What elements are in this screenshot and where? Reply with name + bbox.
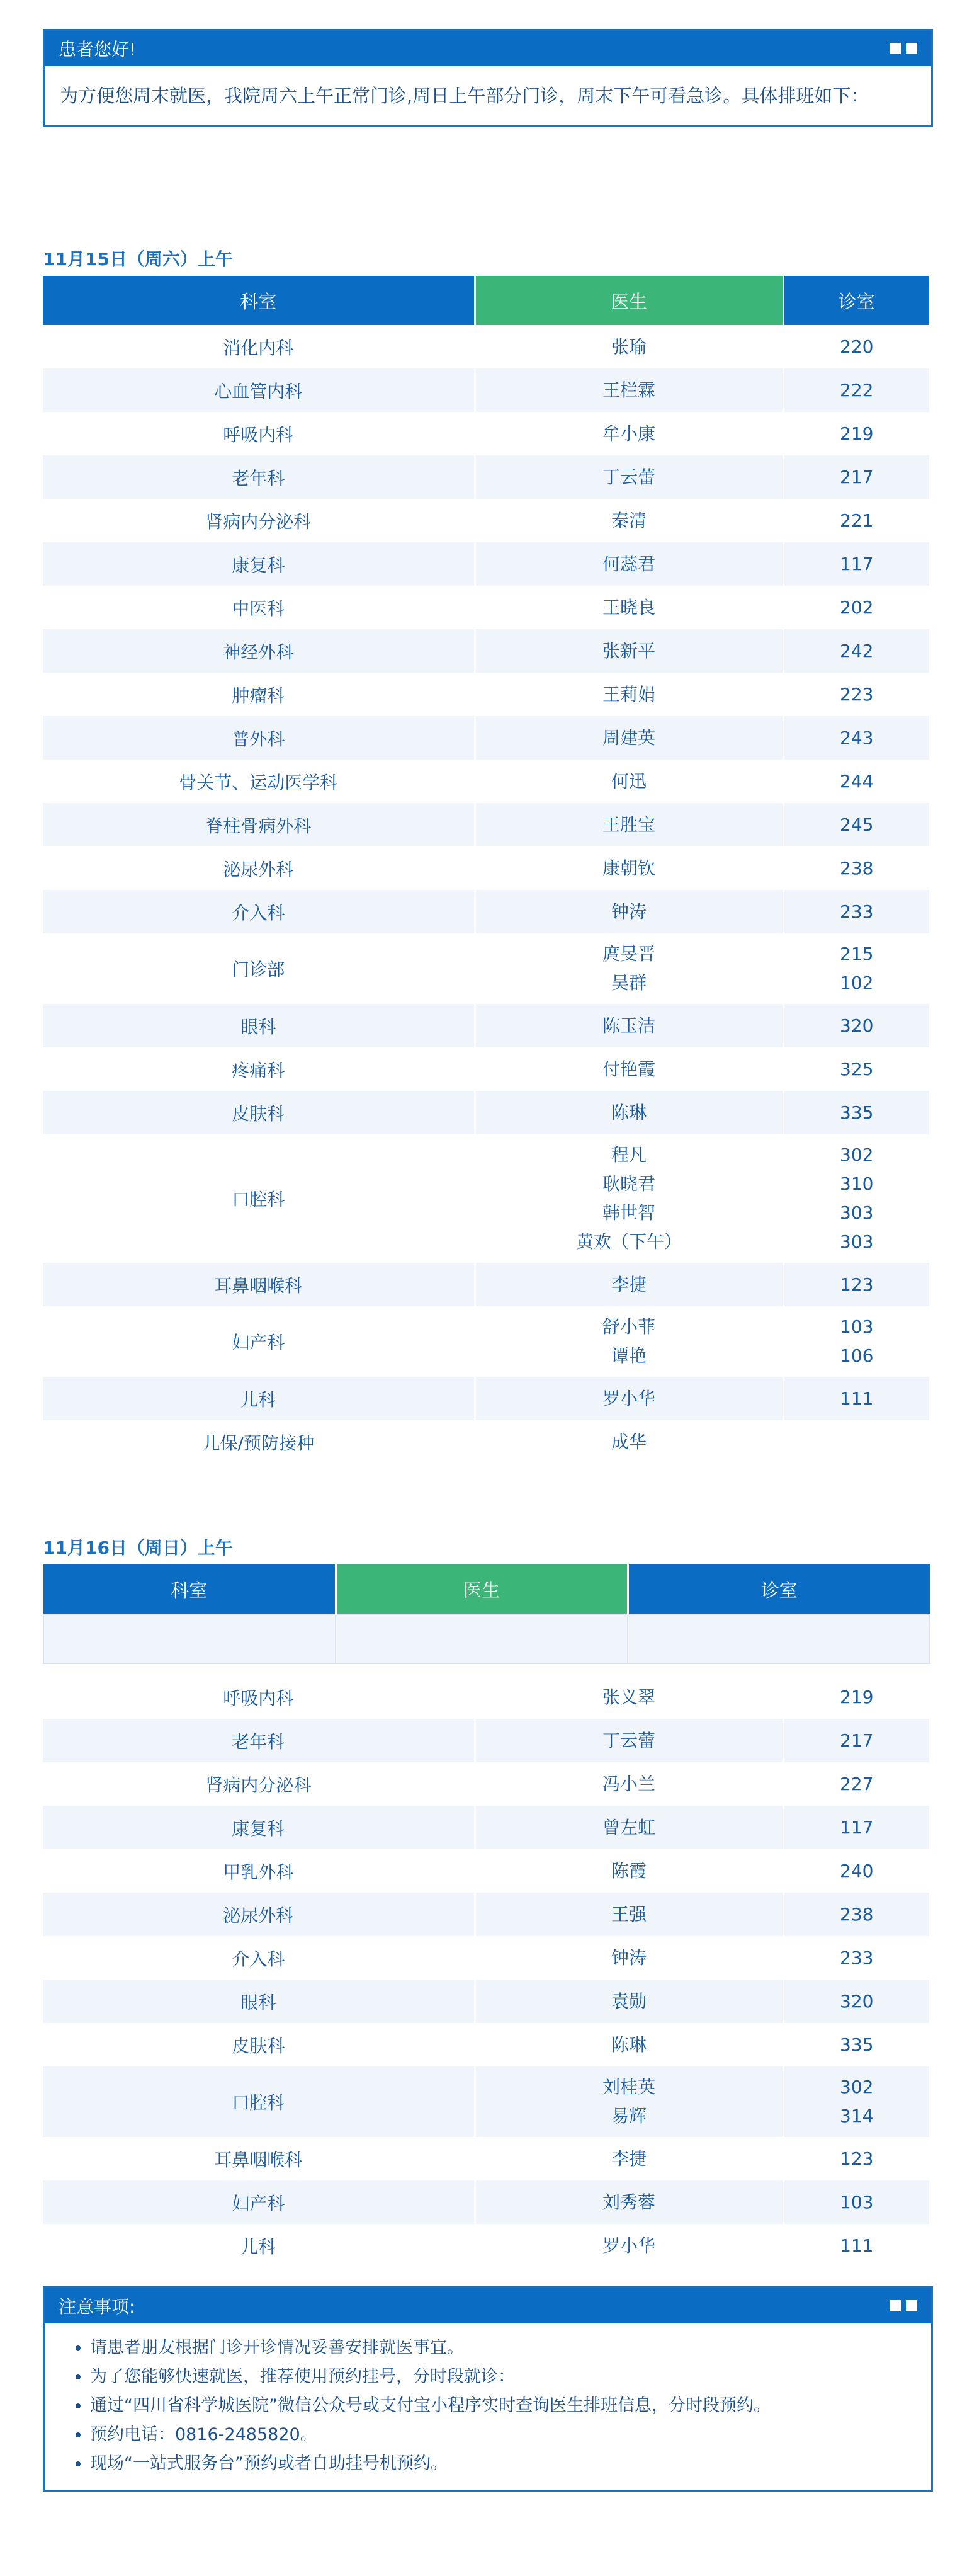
room-cell bbox=[783, 1420, 929, 1464]
saturday-table bbox=[43, 276, 929, 1464]
room-cell bbox=[783, 499, 929, 542]
table-row bbox=[43, 890, 929, 933]
note-item: • 为了您能够快速就医，推荐使用预约挂号，分时段就诊： bbox=[90, 2362, 925, 2391]
dept-cell: 儿科 bbox=[43, 1377, 475, 1420]
table-row bbox=[43, 933, 929, 1004]
doctor-cell bbox=[475, 1719, 783, 1762]
table-row bbox=[43, 1134, 929, 1263]
room-cell bbox=[783, 1675, 929, 1719]
room-cell bbox=[783, 673, 929, 716]
header-dept: 科室 bbox=[43, 1564, 336, 1614]
room-number: 202 bbox=[840, 596, 874, 618]
sunday-title: 11月16日（周日）上午 bbox=[43, 1537, 233, 1558]
room-number: 303 bbox=[840, 1202, 874, 1223]
room-number: 240 bbox=[840, 1860, 874, 1881]
doctor-name: 王晓良 bbox=[602, 596, 655, 618]
notes-list bbox=[51, 2334, 925, 2478]
doctor-name: 何蕊君 bbox=[602, 553, 655, 574]
room-number: 233 bbox=[840, 901, 874, 922]
doctor-cell bbox=[475, 890, 783, 933]
dept-cell: 泌尿外科 bbox=[43, 1893, 475, 1936]
table-row bbox=[43, 1762, 929, 1806]
table-row bbox=[43, 1806, 929, 1849]
room-cell bbox=[783, 2180, 929, 2224]
room-cell bbox=[783, 2066, 929, 2137]
table-row bbox=[43, 499, 929, 542]
header-room: 诊室 bbox=[628, 1564, 930, 1614]
table-row bbox=[43, 846, 929, 890]
room-cell bbox=[783, 325, 929, 368]
doctor-name: 何迅 bbox=[611, 770, 647, 792]
doctor-cell bbox=[475, 846, 783, 890]
table-row bbox=[43, 368, 929, 412]
room-number: 102 bbox=[840, 972, 874, 993]
dept-cell: 耳鼻咽喉科 bbox=[43, 2137, 475, 2180]
notes-title: 注意事项: bbox=[59, 2296, 135, 2317]
dept-cell: 儿保/预防接种 bbox=[43, 1420, 475, 1464]
dept-cell: 老年科 bbox=[43, 1719, 475, 1762]
room-number: 219 bbox=[840, 1686, 874, 1707]
doctor-cell bbox=[475, 1134, 783, 1263]
room-number: 320 bbox=[840, 1015, 874, 1036]
room-number: 335 bbox=[840, 1102, 874, 1123]
doctor-cell bbox=[475, 1047, 783, 1091]
table-row bbox=[43, 1719, 929, 1762]
doctor-cell bbox=[475, 1806, 783, 1849]
doctor-name: 易辉 bbox=[611, 2106, 647, 2126]
room-cell bbox=[783, 2224, 929, 2267]
table-row bbox=[43, 455, 929, 499]
doctor-cell bbox=[475, 368, 783, 412]
room-number: 242 bbox=[840, 640, 874, 661]
table-row bbox=[43, 1091, 929, 1134]
dept-cell: 妇产科 bbox=[43, 1306, 475, 1377]
header-room: 诊室 bbox=[783, 276, 929, 325]
doctor-cell bbox=[475, 1980, 783, 2023]
room-number: 117 bbox=[840, 1816, 874, 1838]
doctor-cell bbox=[475, 412, 783, 455]
greeting-box bbox=[43, 29, 933, 127]
doctor-cell bbox=[475, 1675, 783, 1719]
dept-cell: 中医科 bbox=[43, 586, 475, 629]
table-row bbox=[43, 2180, 929, 2224]
doctor-name: 曾左虹 bbox=[602, 1816, 655, 1838]
room-number: 222 bbox=[840, 379, 874, 401]
notes-header bbox=[45, 2288, 931, 2323]
room-cell bbox=[783, 412, 929, 455]
room-number: 325 bbox=[840, 1058, 874, 1080]
doctor-cell bbox=[475, 716, 783, 760]
saturday-title: 11月15日（周六）上午 bbox=[43, 249, 233, 270]
room-cell bbox=[783, 1936, 929, 1980]
doctor-name: 张瑜 bbox=[611, 336, 647, 357]
doctor-name: 康朝钦 bbox=[602, 857, 655, 879]
table-row bbox=[43, 542, 929, 586]
room-number: 123 bbox=[840, 1274, 874, 1295]
doctor-name: 钟涛 bbox=[611, 1947, 647, 1968]
table-row bbox=[43, 586, 929, 629]
dept-cell: 疼痛科 bbox=[43, 1047, 475, 1091]
table-row bbox=[43, 1675, 929, 1719]
doctor-name: 冯小兰 bbox=[602, 1773, 655, 1794]
table-row bbox=[43, 1420, 929, 1464]
window-squares-icon bbox=[890, 2300, 917, 2311]
room-cell bbox=[783, 760, 929, 803]
dept-cell: 神经外科 bbox=[43, 629, 475, 673]
doctor-name: 付艳霞 bbox=[602, 1058, 655, 1080]
doctor-name: 周建英 bbox=[602, 727, 655, 748]
doctor-name: 陈霞 bbox=[611, 1860, 647, 1881]
room-cell bbox=[783, 455, 929, 499]
sunday-table-wrap bbox=[43, 1564, 929, 2267]
doctor-name: 韩世智 bbox=[602, 1202, 655, 1223]
dept-cell: 眼科 bbox=[43, 1004, 475, 1047]
room-cell bbox=[783, 586, 929, 629]
table-row bbox=[43, 1849, 929, 1893]
dept-cell: 泌尿外科 bbox=[43, 846, 475, 890]
greeting-title: 患者您好! bbox=[59, 39, 137, 60]
window-squares-icon bbox=[890, 43, 917, 54]
room-number: 217 bbox=[840, 466, 874, 487]
dept-cell: 呼吸内科 bbox=[43, 412, 475, 455]
doctor-cell bbox=[475, 455, 783, 499]
doctor-cell bbox=[475, 803, 783, 846]
doctor-name: 罗小华 bbox=[602, 1388, 655, 1409]
doctor-name: 袁勋 bbox=[611, 1990, 647, 2012]
table-row bbox=[43, 1377, 929, 1420]
room-cell bbox=[783, 933, 929, 1004]
doctor-name: 程凡 bbox=[611, 1144, 647, 1165]
dept-cell: 康复科 bbox=[43, 542, 475, 586]
note-item: • 通过“四川省科学城医院”微信公众号或支付宝小程序实时查询医生排班信息，分时段预约。 bbox=[90, 2391, 925, 2420]
dept-cell: 妇产科 bbox=[43, 2180, 475, 2224]
doctor-name: 王栏霖 bbox=[602, 379, 655, 401]
doctor-name: 王强 bbox=[611, 1903, 647, 1925]
sunday-header-table bbox=[43, 1564, 930, 1664]
table-row bbox=[43, 803, 929, 846]
doctor-cell bbox=[475, 1263, 783, 1306]
doctor-cell bbox=[475, 2066, 783, 2137]
room-number: 220 bbox=[840, 336, 874, 357]
doctor-name: 丁云蕾 bbox=[602, 1730, 655, 1751]
sunday-table bbox=[43, 1675, 929, 2267]
dept-cell: 介入科 bbox=[43, 890, 475, 933]
doctor-cell bbox=[475, 1420, 783, 1464]
dept-cell: 口腔科 bbox=[43, 2066, 475, 2137]
room-cell bbox=[783, 1980, 929, 2023]
doctor-name: 罗小华 bbox=[602, 2235, 655, 2256]
doctor-name: 谭艳 bbox=[611, 1345, 647, 1366]
room-cell bbox=[783, 1762, 929, 1806]
doctor-cell bbox=[475, 933, 783, 1004]
room-cell bbox=[783, 2137, 929, 2180]
dept-cell: 消化内科 bbox=[43, 325, 475, 368]
table-row bbox=[43, 325, 929, 368]
doctor-name: 张新平 bbox=[602, 640, 655, 661]
room-number: 217 bbox=[840, 1730, 874, 1751]
doctor-name: 丁云蕾 bbox=[602, 466, 655, 487]
doctor-name: 刘秀蓉 bbox=[602, 2191, 655, 2213]
dept-cell: 呼吸内科 bbox=[43, 1675, 475, 1719]
room-cell bbox=[783, 368, 929, 412]
room-number: 243 bbox=[840, 727, 874, 748]
doctor-cell bbox=[475, 1091, 783, 1134]
room-number: 245 bbox=[840, 814, 874, 835]
doctor-name: 耿晓君 bbox=[602, 1173, 655, 1194]
room-cell bbox=[783, 1306, 929, 1377]
room-number: 233 bbox=[840, 1947, 874, 1968]
dept-cell: 耳鼻咽喉科 bbox=[43, 1263, 475, 1306]
doctor-cell bbox=[475, 1377, 783, 1420]
room-number: 302 bbox=[840, 2077, 874, 2097]
table-row bbox=[43, 1263, 929, 1306]
table-row bbox=[43, 2066, 929, 2137]
room-cell bbox=[783, 890, 929, 933]
dept-cell: 心血管内科 bbox=[43, 368, 475, 412]
room-number: 103 bbox=[840, 1316, 874, 1337]
dept-cell: 儿科 bbox=[43, 2224, 475, 2267]
room-cell bbox=[783, 542, 929, 586]
room-number: 103 bbox=[840, 2191, 874, 2213]
dept-cell: 肾病内分泌科 bbox=[43, 499, 475, 542]
doctor-name: 陈玉洁 bbox=[602, 1015, 655, 1036]
table-row bbox=[43, 673, 929, 716]
doctor-cell bbox=[475, 325, 783, 368]
room-number: 111 bbox=[840, 1388, 874, 1409]
dept-cell: 门诊部 bbox=[43, 933, 475, 1004]
table-row bbox=[43, 2224, 929, 2267]
doctor-name: 牟小康 bbox=[602, 423, 655, 444]
doctor-name: 王莉娟 bbox=[602, 683, 655, 705]
room-cell bbox=[783, 1091, 929, 1134]
room-number: 335 bbox=[840, 2034, 874, 2055]
room-number: 244 bbox=[840, 770, 874, 792]
dept-cell: 康复科 bbox=[43, 1806, 475, 1849]
room-cell bbox=[783, 1377, 929, 1420]
room-cell bbox=[783, 1004, 929, 1047]
note-item: • 请患者朋友根据门诊开诊情况妥善安排就医事宜。 bbox=[90, 2334, 925, 2362]
dept-cell: 口腔科 bbox=[43, 1134, 475, 1263]
doctor-name: 庹旻晋 bbox=[602, 943, 655, 964]
notes-box bbox=[43, 2286, 933, 2492]
doctor-name: 李捷 bbox=[611, 2148, 647, 2169]
dept-cell: 骨关节、运动医学科 bbox=[43, 760, 475, 803]
doctor-cell bbox=[475, 760, 783, 803]
room-cell bbox=[783, 1047, 929, 1091]
doctor-cell bbox=[475, 2137, 783, 2180]
room-number: 223 bbox=[840, 683, 874, 705]
room-number: 302 bbox=[840, 1144, 874, 1165]
table-row bbox=[43, 1936, 929, 1980]
room-number: 227 bbox=[840, 1773, 874, 1794]
room-cell bbox=[783, 2023, 929, 2066]
room-number: 215 bbox=[840, 943, 874, 964]
note-item: • 现场“一站式服务台”预约或者自助挂号机预约。 bbox=[90, 2449, 925, 2478]
doctor-cell bbox=[475, 1893, 783, 1936]
room-cell bbox=[783, 629, 929, 673]
table-row bbox=[43, 629, 929, 673]
room-number: 314 bbox=[840, 2106, 874, 2126]
doctor-cell bbox=[475, 629, 783, 673]
room-number: 310 bbox=[840, 1173, 874, 1194]
table-row bbox=[43, 1893, 929, 1936]
room-cell bbox=[783, 716, 929, 760]
room-number: 238 bbox=[840, 857, 874, 879]
room-cell bbox=[783, 1806, 929, 1849]
empty-cell bbox=[43, 1614, 336, 1663]
doctor-cell bbox=[475, 2224, 783, 2267]
doctor-cell bbox=[475, 499, 783, 542]
greeting-body: 为方便您周末就医，我院周六上午正常门诊,周日上午部分门诊，周末下午可看急诊。具体排班如下： bbox=[60, 85, 869, 106]
room-number: 221 bbox=[840, 510, 874, 531]
dept-cell: 皮肤科 bbox=[43, 2023, 475, 2066]
table-row bbox=[43, 412, 929, 455]
doctor-name: 李捷 bbox=[611, 1274, 647, 1295]
doctor-name: 张义翠 bbox=[602, 1686, 655, 1707]
doctor-cell bbox=[475, 1849, 783, 1893]
empty-cell bbox=[336, 1614, 628, 1663]
doctor-name: 黄欢（下午） bbox=[575, 1231, 682, 1252]
room-number: 219 bbox=[840, 423, 874, 444]
doctor-name: 陈琳 bbox=[611, 2034, 647, 2055]
saturday-table-wrap bbox=[43, 276, 929, 1464]
room-number: 106 bbox=[840, 1345, 874, 1366]
room-cell bbox=[783, 1893, 929, 1936]
doctor-cell bbox=[475, 542, 783, 586]
dept-cell: 普外科 bbox=[43, 716, 475, 760]
dept-cell: 皮肤科 bbox=[43, 1091, 475, 1134]
table-row bbox=[43, 760, 929, 803]
doctor-cell bbox=[475, 673, 783, 716]
doctor-name: 秦清 bbox=[611, 510, 647, 531]
doctor-cell bbox=[475, 586, 783, 629]
doctor-cell bbox=[475, 2023, 783, 2066]
room-cell bbox=[783, 1719, 929, 1762]
room-number: 117 bbox=[840, 553, 874, 574]
dept-cell: 肾病内分泌科 bbox=[43, 1762, 475, 1806]
table-row bbox=[43, 1980, 929, 2023]
doctor-cell bbox=[475, 2180, 783, 2224]
table-row bbox=[43, 2137, 929, 2180]
dept-cell: 肿瘤科 bbox=[43, 673, 475, 716]
doctor-name: 舒小菲 bbox=[602, 1316, 655, 1337]
table-row bbox=[43, 716, 929, 760]
doctor-cell bbox=[475, 1762, 783, 1806]
table-row bbox=[43, 1004, 929, 1047]
doctor-cell bbox=[475, 1936, 783, 1980]
room-number: 303 bbox=[840, 1231, 874, 1252]
greeting-header bbox=[45, 31, 931, 66]
table-row bbox=[43, 1306, 929, 1377]
dept-cell: 甲乳外科 bbox=[43, 1849, 475, 1893]
room-cell bbox=[783, 1134, 929, 1263]
doctor-name: 吴群 bbox=[611, 972, 647, 993]
doctor-name: 成华 bbox=[611, 1431, 647, 1452]
room-cell bbox=[783, 803, 929, 846]
room-number: 238 bbox=[840, 1903, 874, 1925]
dept-cell: 介入科 bbox=[43, 1936, 475, 1980]
doctor-name: 刘桂英 bbox=[602, 2077, 655, 2097]
doctor-cell bbox=[475, 1306, 783, 1377]
doctor-name: 王胜宝 bbox=[602, 814, 655, 835]
header-doctor: 医生 bbox=[475, 276, 783, 325]
room-cell bbox=[783, 1263, 929, 1306]
dept-cell: 脊柱骨病外科 bbox=[43, 803, 475, 846]
table-row bbox=[43, 2023, 929, 2066]
header-dept: 科室 bbox=[43, 276, 475, 325]
room-number: 320 bbox=[840, 1990, 874, 2012]
room-number: 123 bbox=[840, 2148, 874, 2169]
dept-cell: 眼科 bbox=[43, 1980, 475, 2023]
header-doctor: 医生 bbox=[336, 1564, 628, 1614]
note-item: • 预约电话：0816-2485820。 bbox=[90, 2420, 925, 2449]
doctor-name: 陈琳 bbox=[611, 1102, 647, 1123]
doctor-name: 钟涛 bbox=[611, 901, 647, 922]
room-cell bbox=[783, 1849, 929, 1893]
room-cell bbox=[783, 846, 929, 890]
dept-cell: 老年科 bbox=[43, 455, 475, 499]
room-number: 111 bbox=[840, 2235, 874, 2256]
table-row bbox=[43, 1047, 929, 1091]
doctor-cell bbox=[475, 1004, 783, 1047]
empty-cell bbox=[628, 1614, 930, 1663]
